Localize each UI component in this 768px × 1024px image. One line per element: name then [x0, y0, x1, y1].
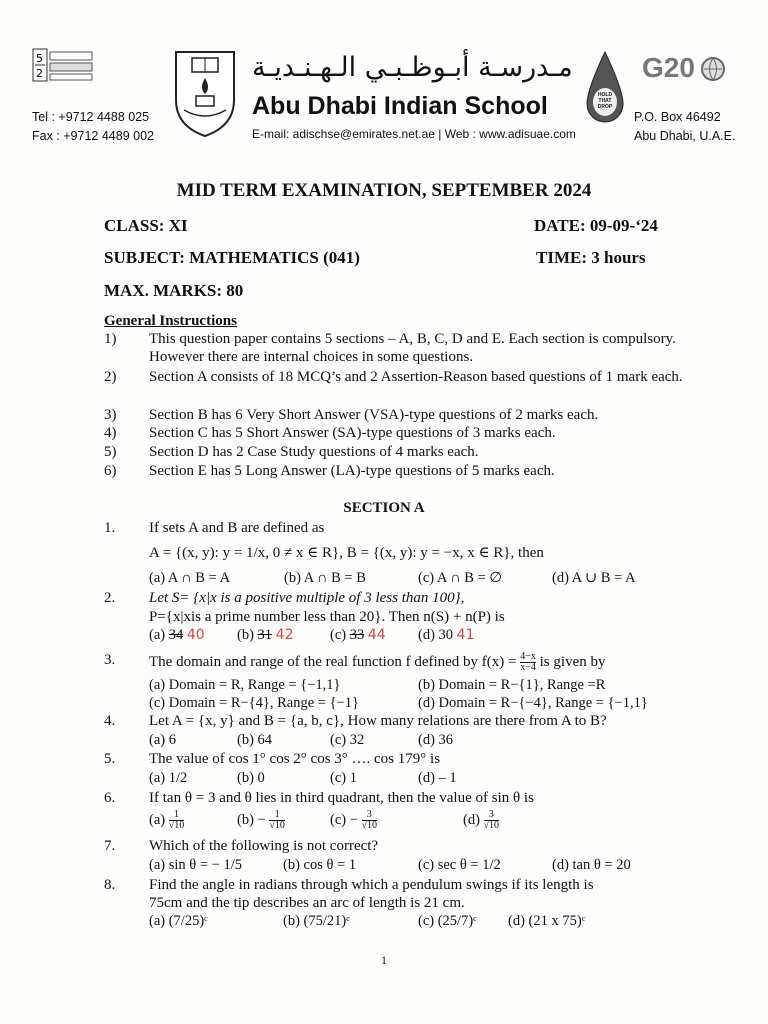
option-a [149, 810, 184, 831]
class-label: CLASS: XI [104, 216, 188, 235]
fax-text: Fax : +9712 4489 002 [32, 129, 154, 143]
option-label: (c) [330, 627, 347, 643]
iso-badge [32, 48, 94, 82]
contact-phones [32, 108, 154, 146]
option-c: (c) sec θ = 1/2 [418, 857, 501, 873]
question-stem: Which of the following is not correct? [149, 838, 379, 854]
question-stem: If tan θ = 3 and θ lies in third quadrant, then the value of sin θ is [149, 790, 534, 806]
option-d: (d) 36 [418, 732, 454, 748]
fraction [520, 652, 536, 673]
option-value: 31 [257, 627, 273, 643]
hold-that-drop-logo [583, 50, 627, 128]
question-stem: Find the angle in radians through which a pendulum swings if its length is [149, 877, 594, 893]
option-d [418, 627, 475, 644]
question-number: 8. [104, 877, 116, 893]
instruction-number: 5) [104, 444, 117, 460]
instruction-item [104, 331, 684, 367]
option-c [330, 627, 386, 644]
question-stem-line: 75cm and the tip describes an arc of length is 21 cm. [149, 895, 465, 911]
instruction-text: This question paper contains 5 sections – A, B, C, D and E. Each section is compulsory. However there are internal choices in some questions. [149, 331, 676, 365]
option-b [237, 627, 294, 644]
handwritten-correction: 44 [367, 627, 386, 643]
instruction-text: Section B has 6 Very Short Answer (VSA)-type questions of 2 marks each. [149, 407, 599, 423]
question-number: 2. [104, 590, 116, 606]
option-b: (b) cos θ = 1 [283, 857, 357, 873]
option-a: (a) 1/2 [149, 770, 188, 786]
option-d: (d) – 1 [418, 770, 457, 786]
question-number: 4. [104, 713, 116, 729]
option-label: (a) [149, 627, 166, 643]
fraction [169, 810, 185, 831]
fraction-numerator: 3 [488, 809, 494, 820]
pobox-text: P.O. Box 46492 [634, 110, 721, 124]
fraction-numerator: 4−x [520, 651, 536, 662]
tel-text: Tel : +9712 4488 025 [32, 110, 150, 124]
section-a-heading: SECTION A [343, 500, 425, 516]
option-label: (d) [463, 811, 480, 828]
handwritten-correction: 42 [275, 627, 294, 643]
question-stem-line: P={x|xis a prime number less than 20}. Then n(S) + n(P) is [149, 609, 505, 625]
fraction-denominator: x−4 [520, 662, 536, 673]
option-c: (c) Domain = R−{4}, Range = {−1} [149, 695, 359, 711]
instruction-text: Section D has 2 Case Study questions of 4 marks each. [149, 444, 479, 460]
instruction-item [104, 369, 684, 405]
question-stem: If sets A and B are defined as [149, 520, 325, 536]
fraction-denominator: √10 [269, 820, 285, 831]
instruction-number: 6) [104, 463, 117, 479]
fraction [362, 810, 378, 831]
option-b: (b) 0 [237, 770, 265, 786]
address-block [634, 108, 735, 146]
question-number: 1. [104, 520, 116, 536]
school-name-arabic: مـدرسـة أبـوظـبـي الـهـنـديـة [252, 52, 573, 83]
option-label: (d) [418, 627, 435, 643]
option-a: (a) 6 [149, 732, 176, 748]
option-a: (a) sin θ = − 1/5 [149, 857, 242, 873]
svg-text:5: 5 [36, 52, 43, 65]
g20-label: G20 [642, 52, 695, 83]
instruction-number: 1) [104, 331, 117, 347]
instruction-number: 4) [104, 425, 117, 441]
instruction-text: Section E has 5 Long Answer (LA)-type questions of 5 marks each. [149, 463, 555, 479]
option-c: (c) A ∩ B = ∅ [418, 570, 503, 586]
option-c: (c) (25/7)ᶜ [418, 913, 477, 929]
option-d: (d) (21 x 75)ᶜ [508, 913, 586, 929]
city-text: Abu Dhabi, U.A.E. [634, 129, 736, 143]
instruction-number: 2) [104, 369, 117, 385]
fraction-numerator: 1 [274, 809, 280, 820]
school-contact-line: E-mail: adischse@emirates.net.ae | Web : www.adisuae.com [252, 127, 576, 141]
option-d: (d) tan θ = 20 [552, 857, 631, 873]
fraction-denominator: √10 [168, 820, 185, 831]
question-stem-line: A = {(x, y): y = 1/x, 0 ≠ x ∈ R}, B = {(x, y): y = −x, x ∈ R}, then [149, 545, 544, 561]
option-a [149, 627, 205, 644]
page-number: 1 [381, 953, 387, 967]
option-a: (a) A ∩ B = A [149, 570, 231, 586]
question-stem-end: is given by [539, 653, 606, 670]
water-drop-icon [583, 50, 627, 128]
option-b: (b) 64 [237, 732, 273, 748]
question-number: 5. [104, 751, 116, 767]
school-name-english: Abu Dhabi Indian School [252, 92, 548, 120]
question-number: 6. [104, 790, 116, 806]
instructions-heading: General Instructions [104, 313, 237, 329]
instruction-text: Section C has 5 Short Answer (SA)-type questions of 3 marks each. [149, 425, 556, 441]
option-c [330, 810, 377, 831]
question-stem: Let A = {x, y} and B = {a, b, c}, How many relations are there from A to B? [149, 713, 607, 729]
question-number: 7. [104, 838, 116, 854]
option-label: (a) [149, 811, 166, 828]
fraction [269, 810, 285, 831]
option-b: (b) (75/21)ᶜ [283, 913, 350, 929]
drop-logo-text: HOLD THAT DROP [597, 92, 613, 110]
option-d: (d) Domain = R−{−4}, Range = {−1,1} [418, 695, 648, 711]
handwritten-correction: 40 [186, 627, 205, 643]
instruction-number: 3) [104, 407, 117, 423]
option-b: (b) Domain = R−{1}, Range =R [418, 677, 606, 693]
fraction [484, 810, 500, 831]
subject-label: SUBJECT: MATHEMATICS (041) [104, 248, 360, 267]
question-stem: The value of cos 1° cos 2° cos 3° …. cos 179° is [149, 751, 441, 767]
g20-logo [642, 52, 695, 84]
option-d: (d) A ∪ B = A [552, 570, 636, 586]
question-stem: The domain and range of the real function f defined by f(x) = [149, 653, 517, 670]
max-marks-label: MAX. MARKS: 80 [104, 281, 244, 300]
option-c: (c) 1 [330, 770, 357, 786]
globe-icon [700, 56, 726, 87]
question-number: 3. [104, 652, 116, 668]
school-crest-icon [170, 48, 240, 138]
instruction-text: Section A consists of 18 MCQ’s and 2 Assertion-Reason based questions of 1 mark each. [149, 369, 683, 385]
fraction-denominator: √10 [483, 820, 500, 831]
option-d [463, 810, 499, 831]
option-value: 34 [168, 627, 184, 643]
option-label: (c) − [330, 811, 358, 828]
fraction-numerator: 3 [366, 809, 372, 820]
svg-text:2: 2 [36, 67, 43, 80]
date-label: DATE: 09-09-‘24 [534, 216, 658, 235]
option-value: 30 [438, 627, 454, 643]
iso-badge-icon [32, 48, 94, 82]
question-stem-wrap [149, 652, 684, 673]
option-a: (a) (7/25)ᶜ [149, 913, 208, 929]
option-a: (a) Domain = R, Range = {−1,1} [149, 677, 341, 693]
exam-title: MID TERM EXAMINATION, SEPTEMBER 2024 [176, 180, 592, 201]
option-label: (b) − [237, 811, 266, 828]
option-c: (c) 32 [330, 732, 365, 748]
option-value: 33 [349, 627, 365, 643]
option-b [237, 810, 285, 831]
question-stem: Let S= {x|x is a positive multiple of 3 less than 100}, [149, 590, 465, 606]
time-label: TIME: 3 hours [536, 248, 646, 267]
fraction-numerator: 1 [173, 809, 179, 820]
handwritten-correction: 41 [456, 627, 475, 643]
option-label: (b) [237, 627, 254, 643]
option-b: (b) A ∩ B = B [284, 570, 366, 586]
fraction-denominator: √10 [361, 820, 378, 831]
